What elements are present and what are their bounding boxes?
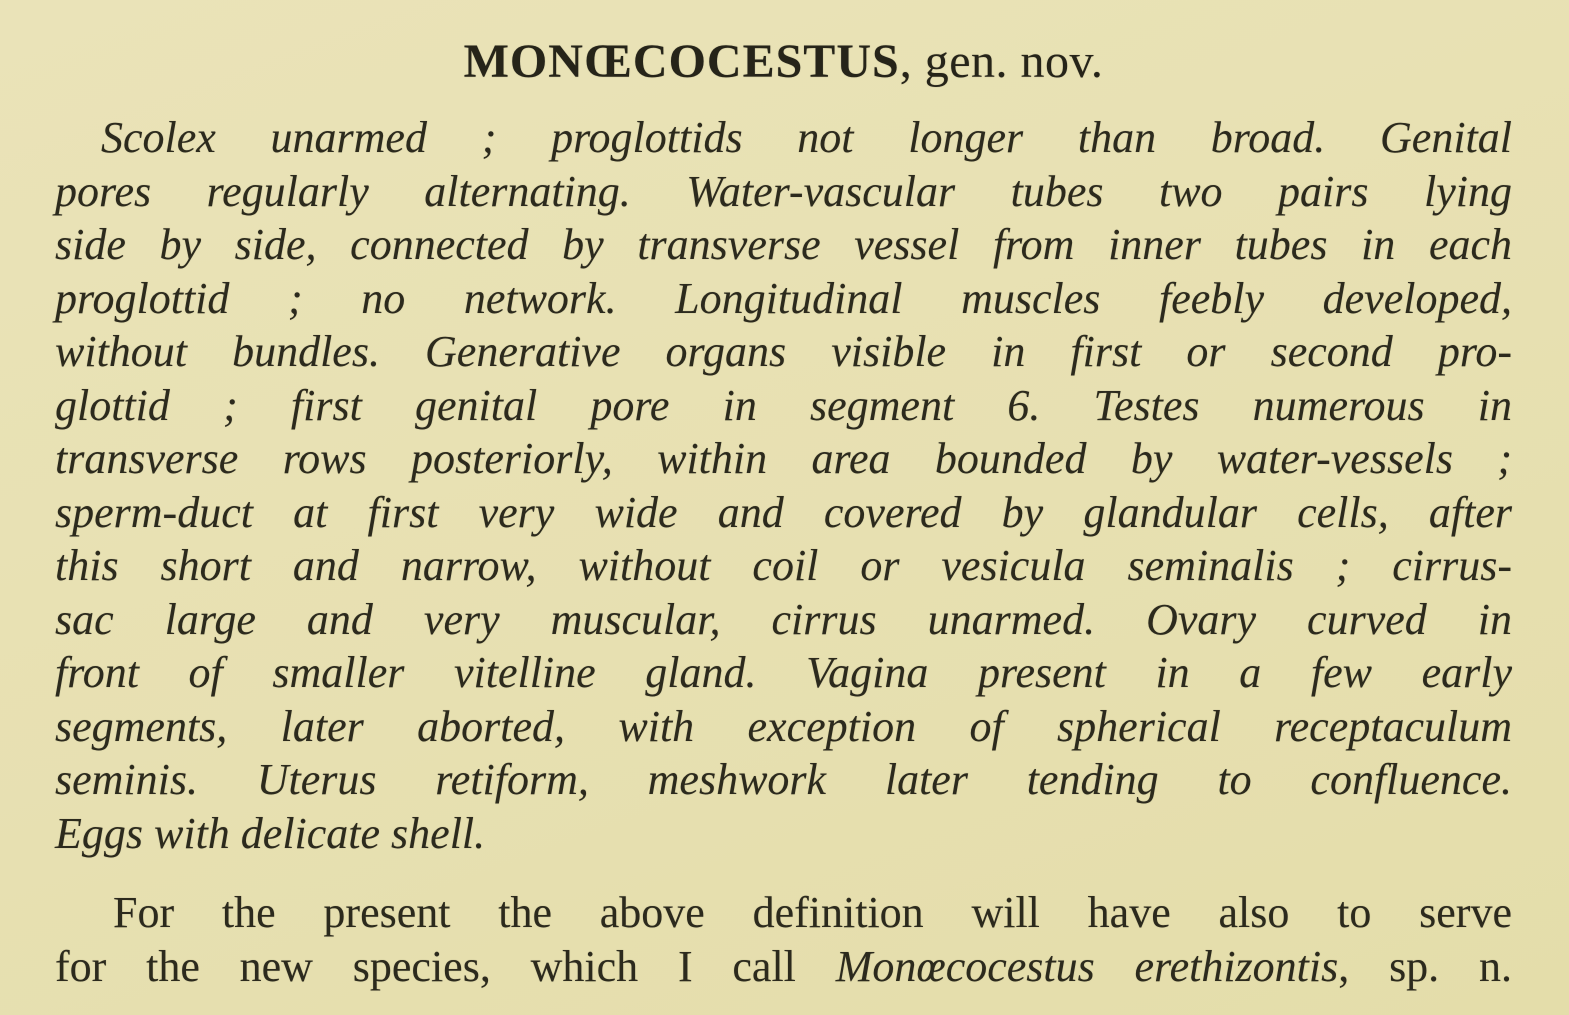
diagnosis-line: proglottid ; no network. Longitudinal muscles feebly developed,: [55, 273, 1512, 323]
diagnosis-line: transverse rows posteriorly, within area bounded by water-vessels ;: [55, 434, 1512, 483]
diagnosis-last-line: Eggs with delicate shell.: [55, 808, 486, 858]
diagnosis-line: seminis. Uterus retiform, meshwork later tending to confluence.: [55, 755, 1512, 804]
species-name: Monœcocestus erethizontis: [835, 941, 1339, 991]
diagnosis-line: this short and narrow, without coil or vesicula seminalis ; cirrus-: [55, 541, 1512, 590]
page-title: [55, 34, 1512, 89]
diagnosis-line: Scolex unarmed ; proglottids not longer than broad. Genital: [101, 113, 1512, 162]
diagnosis-line: sac large and very muscular, cirrus unarmed. Ovary curved in: [55, 594, 1512, 644]
genus-name: MONŒCOCESTUS: [463, 35, 900, 88]
diagnosis-line: glottid ; first genital pore in segment 6. Testes numerous in: [55, 380, 1512, 430]
closing-line-text: for the new species, which I call: [55, 941, 836, 991]
diagnosis-line: without bundles. Generative organs visible in first or second pro-: [55, 327, 1512, 376]
closing-line-suffix: , sp. n.: [1338, 941, 1512, 991]
diagnosis-line: front of smaller vitelline gland. Vagina present in a few early: [55, 648, 1512, 697]
diagnosis-line: pores regularly alternating. Water-vascular tubes two pairs lying: [55, 166, 1512, 216]
closing-line: [55, 940, 1512, 994]
genus-suffix: , gen. nov.: [899, 35, 1104, 88]
closing-paragraph: [55, 886, 1512, 993]
diagnosis-line: side by side, connected by transverse vessel from inner tubes in each: [55, 220, 1512, 269]
diagnosis-line: segments, later aborted, with exception of spherical receptaculum: [55, 701, 1512, 751]
diagnosis-line: sperm-duct at first very wide and covered by glandular cells, after: [55, 487, 1512, 537]
closing-line: For the present the above definition will have also to serve: [113, 888, 1512, 937]
genus-diagnosis-paragraph: [55, 111, 1512, 860]
